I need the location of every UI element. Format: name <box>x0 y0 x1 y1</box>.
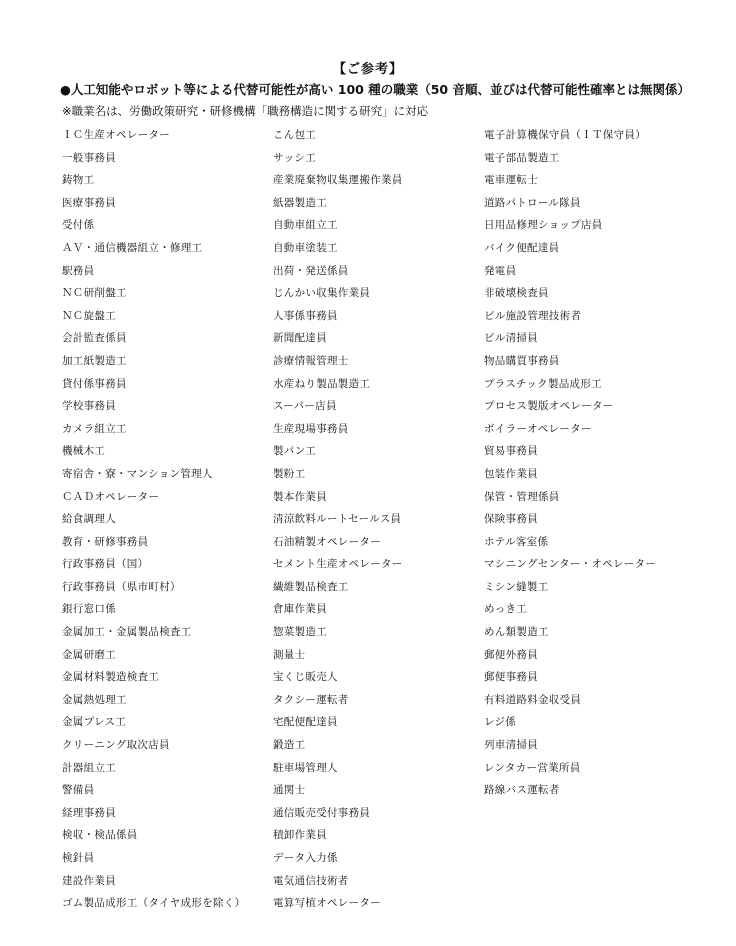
occupation-item: 学校事務員 <box>62 400 116 413</box>
occupation-item: 出荷・発送係員 <box>273 264 349 277</box>
occupation-item: 貿易事務員 <box>484 445 538 458</box>
occupation-item: プロセス製版オペレーター <box>484 400 614 413</box>
occupation-item: 日用品修理ショップ店員 <box>484 219 603 232</box>
occupation-item: 教育・研修事務員 <box>62 535 149 548</box>
occupation-item: 産業廃棄物収集運搬作業員 <box>273 174 403 187</box>
occupation-item: こん包工 <box>273 129 317 141</box>
occupation-item: 清涼飲料ルートセールス員 <box>273 513 402 526</box>
occupation-item: ＣＡＤオペレーター <box>62 490 160 503</box>
occupation-item: 金属熱処理工 <box>62 693 127 706</box>
occupation-item: 寄宿舎・寮・マンション管理人 <box>62 467 213 480</box>
occupation-item: 物品購買事務員 <box>484 354 560 367</box>
occupation-item: じんかい収集作業員 <box>273 287 371 300</box>
occupation-item: ビル施設管理技術者 <box>484 309 582 322</box>
occupation-item: 経理事務員 <box>62 806 116 819</box>
occupation-column-2 <box>273 124 403 915</box>
occupation-item: 路線バス運転者 <box>484 784 560 797</box>
occupation-item: 通信販売受付事務員 <box>273 806 371 819</box>
occupation-item: 診療情報管理士 <box>273 354 349 367</box>
occupation-item: 金属研磨工 <box>62 648 116 661</box>
occupation-item: 人事係事務員 <box>273 309 338 322</box>
occupation-item: クリーニング取次店員 <box>62 739 170 752</box>
occupation-item: ビル清掃員 <box>484 332 538 345</box>
occupation-item: めん類製造工 <box>484 626 549 639</box>
occupation-item: プラスチック製品成形工 <box>484 377 602 390</box>
occupation-item: 自動車塗装工 <box>273 241 338 254</box>
occupation-item: 測量士 <box>273 648 306 661</box>
occupation-item: 貸付係事務員 <box>62 377 127 390</box>
occupation-item: 金属プレス工 <box>62 716 127 729</box>
occupation-item: 加工紙製造工 <box>62 354 127 367</box>
occupation-item: 通関士 <box>273 784 306 797</box>
occupation-item: 自動車組立工 <box>273 219 338 232</box>
occupation-item: 行政事務員（国） <box>62 558 149 571</box>
occupation-item: 生産現場事務員 <box>273 422 349 435</box>
occupation-item: 鋳物工 <box>62 174 95 187</box>
occupation-item: 電車運転士 <box>484 174 538 187</box>
occupation-item: レジ係 <box>484 716 517 729</box>
occupation-item: 電気通信技術者 <box>273 874 349 887</box>
occupation-item: ＡＶ・通信機器組立・修理工 <box>62 241 203 254</box>
occupation-item: マシニングセンター・オペレーター <box>484 558 657 571</box>
occupation-item: 郵便外務員 <box>484 648 538 661</box>
occupation-item: 水産ねり製品製造工 <box>273 377 371 390</box>
occupation-item: 受付係 <box>62 219 95 232</box>
occupation-item: ＮＣ研削盤工 <box>62 287 127 300</box>
occupation-item: 発電員 <box>484 264 517 277</box>
occupation-item: 検収・検品係員 <box>62 829 138 842</box>
occupation-item: セメント生産オペレーター <box>273 558 403 571</box>
occupation-item: 金属材料製造検査工 <box>62 671 160 684</box>
occupation-item: 石油精製オペレーター <box>273 535 381 548</box>
occupation-item: 有料道路料金収受員 <box>484 693 582 706</box>
occupation-item: ボイラーオペレーター <box>484 422 592 435</box>
occupation-item: 駐車場管理人 <box>273 761 338 774</box>
occupation-item: ホテル客室係 <box>484 535 549 548</box>
occupation-item: 惣菜製造工 <box>273 626 327 639</box>
occupation-item: 倉庫作業員 <box>273 603 327 616</box>
occupation-item: 駅務員 <box>62 264 95 277</box>
occupation-item: タクシー運転者 <box>273 693 349 706</box>
occupation-column-1 <box>62 124 245 915</box>
occupation-item: 銀行窓口係 <box>62 603 116 616</box>
occupation-item: 道路パトロール隊員 <box>484 196 581 209</box>
occupation-item: 行政事務員（県市町村） <box>62 580 181 593</box>
occupation-item: 包装作業員 <box>484 467 538 480</box>
occupation-item: めっき工 <box>484 603 528 616</box>
occupation-item: 製パン工 <box>273 445 317 458</box>
occupation-item: 建設作業員 <box>62 874 116 887</box>
occupation-item: ミシン縫製工 <box>484 580 549 593</box>
occupation-item: 保険事務員 <box>484 513 538 526</box>
occupation-item: 警備員 <box>62 784 95 797</box>
occupation-item: 給食調理人 <box>62 513 116 526</box>
occupation-item: 製粉工 <box>273 467 306 480</box>
occupation-item: ＮＣ旋盤工 <box>62 309 116 322</box>
occupation-item: ＩＣ生産オペレーター <box>62 129 170 141</box>
occupation-item: 宅配便配達員 <box>273 716 338 729</box>
occupation-item: 積卸作業員 <box>273 829 327 842</box>
occupation-item: 列車清掃員 <box>484 739 538 752</box>
occupation-item: 電算写植オペレーター <box>273 897 381 910</box>
occupation-item: バイク便配達員 <box>484 241 560 254</box>
occupation-item: 電子部品製造工 <box>484 151 560 164</box>
occupation-item: レンタカー営業所員 <box>484 761 581 774</box>
occupation-item: 繊維製品検査工 <box>273 580 349 593</box>
occupation-item: 電子計算機保守員（ＩＴ保守員） <box>484 129 646 141</box>
occupation-column-3 <box>484 124 656 802</box>
occupation-item: 非破壊検査員 <box>484 287 549 300</box>
occupation-item: ゴム製品成形工（タイヤ成形を除く） <box>62 897 246 910</box>
occupation-item: 宝くじ販売人 <box>273 671 338 684</box>
occupation-item: 製本作業員 <box>273 490 327 503</box>
occupation-item: 保管・管理係員 <box>484 490 560 503</box>
list-headline: ●人工知能やロボット等による代替可能性が高い 100 種の職業（50 音順、並びは代替可能性確率とは無関係） <box>60 82 690 97</box>
occupation-item: 会計監査係員 <box>62 332 127 345</box>
occupation-item: 鍛造工 <box>273 739 306 752</box>
occupation-item: 郵便事務員 <box>484 671 538 684</box>
occupation-item: 検針員 <box>62 852 95 864</box>
occupation-item: 医療事務員 <box>62 196 116 209</box>
occupation-item: データ入力係 <box>273 852 338 864</box>
occupation-item: サッシ工 <box>273 151 316 164</box>
occupation-item: 機械木工 <box>62 445 106 458</box>
occupation-item: スーパー店員 <box>273 400 337 413</box>
occupation-item: 金属加工・金属製品検査工 <box>62 626 192 639</box>
occupation-item: カメラ組立工 <box>62 422 127 435</box>
occupation-item: 計器組立工 <box>62 761 116 774</box>
occupation-item: 新聞配達員 <box>273 332 327 345</box>
occupation-item: 一般事務員 <box>62 151 116 164</box>
occupation-item: 紙器製造工 <box>273 196 327 209</box>
reference-title: 【ご参考】 <box>332 62 403 77</box>
source-note: ※職業名は、労働政策研究・研修機構「職務構造に関する研究」に対応 <box>62 104 429 118</box>
